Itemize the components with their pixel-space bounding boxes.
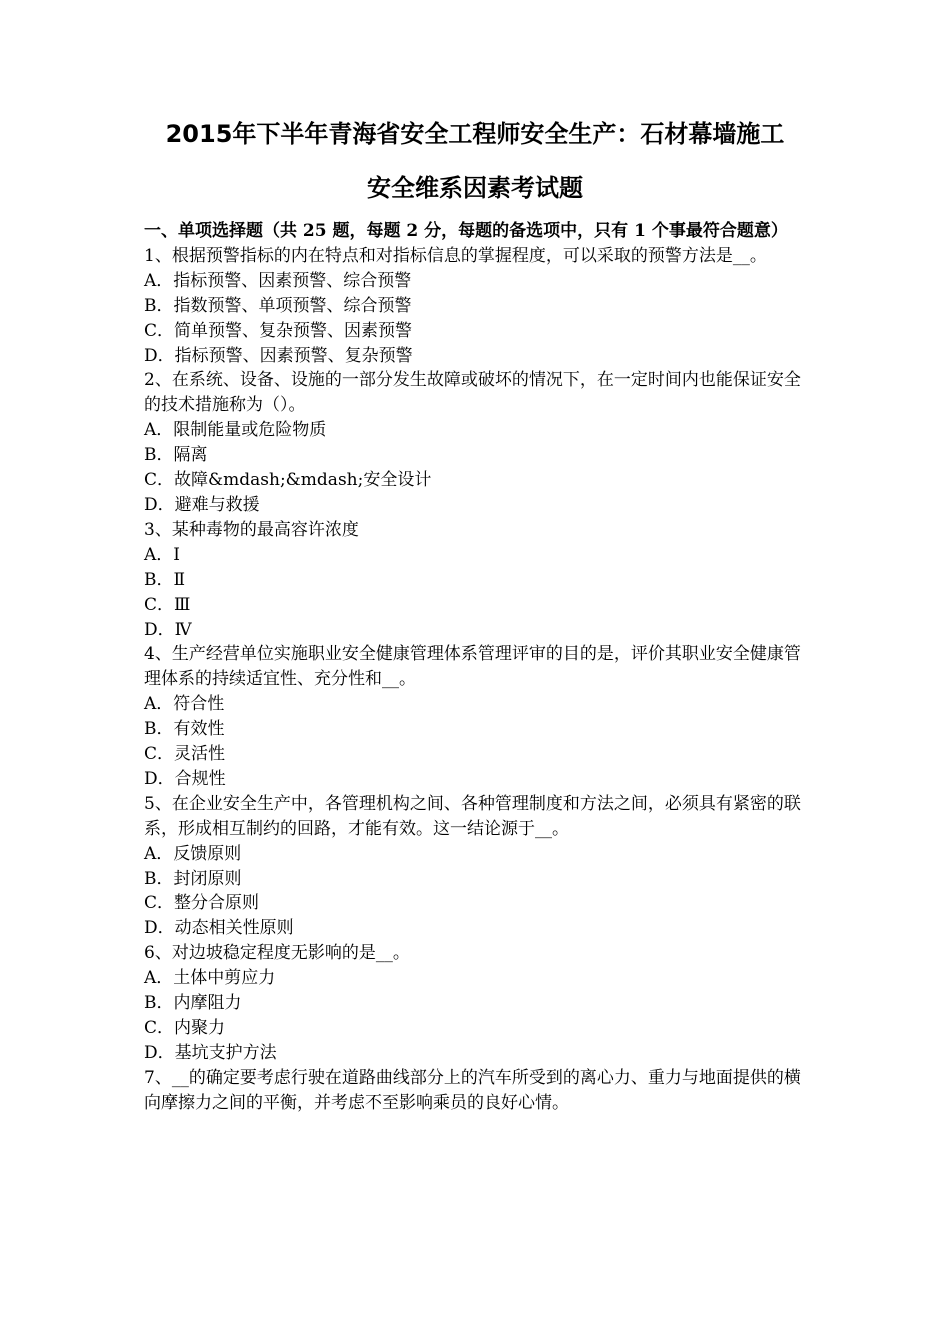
question-6: [144, 941, 809, 1066]
option-c: C．简单预警、复杂预警、因素预警: [144, 320, 413, 341]
option-c: C．Ⅲ: [144, 594, 191, 615]
question-stem: 6、对边坡稳定程度无影响的是__。: [144, 943, 410, 964]
question-5: [144, 792, 809, 941]
option-d: D．基坑支护方法: [144, 1042, 277, 1063]
option-c: C．灵活性: [144, 744, 226, 765]
question-4: [144, 642, 809, 791]
question-3: [144, 518, 809, 643]
question-2: [144, 368, 809, 517]
question-stem: 7、__的确定要考虑行驶在道路曲线部分上的汽车所受到的离心力、重力与地面提供的横向摩擦力之间的平衡，并考虑不至影响乘员的良好心情。: [144, 1067, 801, 1113]
question-stem: 5、在企业安全生产中，各管理机构之间、各种管理制度和方法之间，必须具有紧密的联系，形成相互制约的回路，才能有效。这一结论源于__。: [144, 793, 801, 839]
document-title-line-1: 2015年下半年青海省安全工程师安全生产：石材幕墙施工: [165, 120, 785, 148]
option-d: D．指标预警、因素预警、复杂预警: [144, 345, 413, 366]
option-b: B．内摩阻力: [144, 993, 242, 1014]
question-stem: 3、某种毒物的最高容许浓度: [144, 519, 359, 540]
option-a: A．反馈原则: [144, 843, 242, 864]
option-b: B．有效性: [144, 719, 225, 740]
option-d: D．避难与救援: [144, 494, 260, 515]
option-a: A．土体中剪应力: [144, 968, 276, 989]
question-7: [144, 1066, 809, 1116]
option-c: C．故障&mdash;&mdash;安全设计: [144, 470, 432, 491]
option-c: C．内聚力: [144, 1018, 226, 1038]
document-title-line-2: 安全维系因素考试题: [367, 174, 583, 202]
option-b: B．隔离: [144, 445, 208, 466]
question-stem: 1、根据预警指标的内在特点和对指标信息的掌握程度，可以采取的预警方法是__。: [144, 245, 767, 266]
option-a: A．符合性: [144, 694, 225, 715]
option-c: C．整分合原则: [144, 893, 260, 914]
option-a: A．Ⅰ: [144, 544, 180, 565]
option-b: B．封闭原则: [144, 868, 242, 889]
section-heading: 一、单项选择题（共 25 题，每题 2 分，每题的备选项中，只有 1 个事最符合题意）: [144, 221, 788, 241]
option-b: B．Ⅱ: [144, 569, 186, 590]
question-stem: 4、生产经营单位实施职业安全健康管理体系管理评审的目的是，评价其职业安全健康管理体系的持续适宜性、充分性和__。: [144, 644, 801, 690]
option-a: A．指标预警、因素预警、综合预警: [144, 270, 412, 291]
option-d: D．Ⅳ: [144, 619, 192, 640]
option-d: D．动态相关性原则: [144, 918, 294, 939]
option-a: A．限制能量或危险物质: [144, 420, 327, 441]
document-body: [144, 219, 809, 1116]
option-d: D．合规性: [144, 768, 226, 789]
question-stem: 2、在系统、设备、设施的一部分发生故障或破坏的情况下，在一定时间内也能保证安全的技术措施称为（）。: [144, 370, 801, 416]
question-1: [144, 244, 809, 369]
option-b: B．指数预警、单项预警、综合预警: [144, 295, 412, 316]
